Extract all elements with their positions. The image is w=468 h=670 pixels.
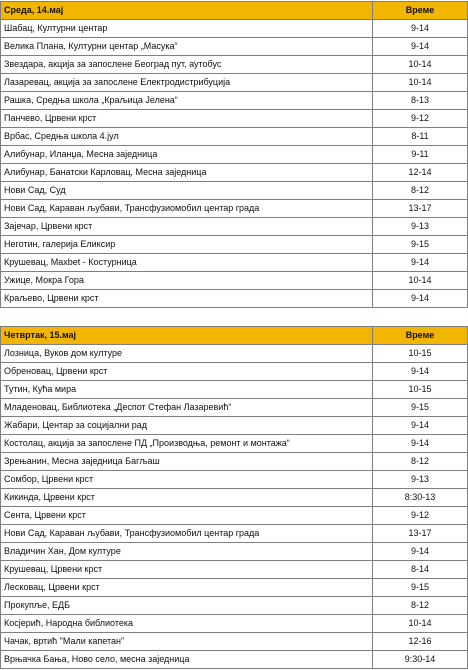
location-cell: Врбас, Средња школа 4.јул — [1, 128, 373, 146]
time-cell: 8-11 — [373, 128, 468, 146]
location-cell: Сента, Црвени крст — [1, 507, 373, 525]
location-cell: Рашка, Средња школа „Краљица Јелена“ — [1, 92, 373, 110]
table-row — [1, 290, 468, 308]
table-row — [1, 597, 468, 615]
time-cell: 10-14 — [373, 272, 468, 290]
table-row — [1, 128, 468, 146]
time-cell: 8-13 — [373, 92, 468, 110]
table-row — [1, 453, 468, 471]
time-cell: 9-12 — [373, 507, 468, 525]
table-header-row — [1, 2, 468, 20]
location-cell: Ужице, Мокра Гора — [1, 272, 373, 290]
location-cell: Звездара, акција за запослене Београд пут, аутобус — [1, 56, 373, 74]
table-row — [1, 74, 468, 92]
time-cell: 13-17 — [373, 200, 468, 218]
table-row — [1, 561, 468, 579]
time-cell: 9-14 — [373, 290, 468, 308]
location-cell: Велика Плана, Културни центар „Масука“ — [1, 38, 373, 56]
table-row — [1, 525, 468, 543]
location-cell: Панчево, Црвени крст — [1, 110, 373, 128]
location-cell: Краљево, Црвени крст — [1, 290, 373, 308]
time-cell: 9-13 — [373, 218, 468, 236]
location-cell: Обреновац, Црвени крст — [1, 363, 373, 381]
time-header: Време — [373, 2, 468, 20]
time-cell: 13-17 — [373, 525, 468, 543]
time-cell: 10-14 — [373, 615, 468, 633]
time-cell: 10-14 — [373, 74, 468, 92]
table-row — [1, 381, 468, 399]
location-cell: Зајечар, Црвени крст — [1, 218, 373, 236]
time-cell: 12-16 — [373, 633, 468, 651]
location-cell: Крушевац, Maxbet - Костурница — [1, 254, 373, 272]
table-row — [1, 56, 468, 74]
schedule-table-thursday — [0, 326, 468, 669]
table-row — [1, 615, 468, 633]
table-row — [1, 471, 468, 489]
time-cell: 8-12 — [373, 182, 468, 200]
table-row — [1, 272, 468, 290]
location-cell: Прокупље, ЕДБ — [1, 597, 373, 615]
location-cell: Шабац, Културни центар — [1, 20, 373, 38]
table-row — [1, 579, 468, 597]
time-cell: 8-12 — [373, 597, 468, 615]
location-cell: Младеновац, Библиотека „Деспот Стефан Лазаревић“ — [1, 399, 373, 417]
time-cell: 10-15 — [373, 345, 468, 363]
location-cell: Врњачка Бања, Ново село, месна заједница — [1, 651, 373, 669]
time-cell: 9-14 — [373, 417, 468, 435]
time-cell: 10-14 — [373, 56, 468, 74]
table-row — [1, 507, 468, 525]
time-cell: 9-14 — [373, 363, 468, 381]
schedule-table-wednesday — [0, 1, 468, 308]
table-row — [1, 110, 468, 128]
table-row — [1, 146, 468, 164]
table-row — [1, 651, 468, 669]
time-cell: 9-14 — [373, 254, 468, 272]
time-cell: 9-15 — [373, 579, 468, 597]
time-cell: 9:30-14 — [373, 651, 468, 669]
table-row — [1, 20, 468, 38]
location-cell: Лазаревац, акција за запослене Електродистрибуција — [1, 74, 373, 92]
location-cell: Неготин, галерија Еликсир — [1, 236, 373, 254]
time-cell: 9-11 — [373, 146, 468, 164]
location-cell: Алибунар, Банатски Карловац, Месна заједница — [1, 164, 373, 182]
time-cell: 8-12 — [373, 453, 468, 471]
time-cell: 8:30-13 — [373, 489, 468, 507]
time-cell: 9-13 — [373, 471, 468, 489]
table-row — [1, 633, 468, 651]
day-header: Четвртак, 15.мај — [1, 327, 373, 345]
time-cell: 9-14 — [373, 543, 468, 561]
time-cell: 12-14 — [373, 164, 468, 182]
table-row — [1, 435, 468, 453]
table-header-row — [1, 327, 468, 345]
location-cell: Нови Сад, Караван љубави, Трансфузиомобил центар града — [1, 525, 373, 543]
table-row — [1, 182, 468, 200]
table-row — [1, 164, 468, 182]
time-cell: 9-14 — [373, 435, 468, 453]
time-cell: 8-14 — [373, 561, 468, 579]
table-row — [1, 236, 468, 254]
time-cell: 10-15 — [373, 381, 468, 399]
location-cell: Лозница, Вуков дом културе — [1, 345, 373, 363]
time-cell: 9-15 — [373, 236, 468, 254]
table-row — [1, 254, 468, 272]
table-row — [1, 200, 468, 218]
location-cell: Крушевац, Црвени крст — [1, 561, 373, 579]
table-row — [1, 489, 468, 507]
table-row — [1, 218, 468, 236]
location-cell: Кикинда, Црвени крст — [1, 489, 373, 507]
table-row — [1, 38, 468, 56]
table-row — [1, 92, 468, 110]
location-cell: Косјерић, Народна библиотека — [1, 615, 373, 633]
time-cell: 9-14 — [373, 20, 468, 38]
location-cell: Владичин Хан, Дом културе — [1, 543, 373, 561]
time-cell: 9-15 — [373, 399, 468, 417]
table-row — [1, 417, 468, 435]
table-row — [1, 543, 468, 561]
location-cell: Тутин, Кућа мира — [1, 381, 373, 399]
location-cell: Зрењанин, Месна заједница Багљаш — [1, 453, 373, 471]
location-cell: Нови Сад, Караван љубави, Трансфузиомобил центар града — [1, 200, 373, 218]
location-cell: Сомбор, Црвени крст — [1, 471, 373, 489]
location-cell: Жабари, Центар за социјални рад — [1, 417, 373, 435]
location-cell: Нови Сад, Суд — [1, 182, 373, 200]
location-cell: Чачак, вртић "Мали капетан" — [1, 633, 373, 651]
location-cell: Лесковац, Црвени крст — [1, 579, 373, 597]
day-header: Среда, 14.мај — [1, 2, 373, 20]
table-row — [1, 345, 468, 363]
location-cell: Алибунар, Иланџа, Месна заједница — [1, 146, 373, 164]
table-row — [1, 399, 468, 417]
time-cell: 9-12 — [373, 110, 468, 128]
location-cell: Костолац, акција за запослене ПД „Производња, ремонт и монтажа“ — [1, 435, 373, 453]
table-row — [1, 363, 468, 381]
time-header: Време — [373, 327, 468, 345]
time-cell: 9-14 — [373, 38, 468, 56]
